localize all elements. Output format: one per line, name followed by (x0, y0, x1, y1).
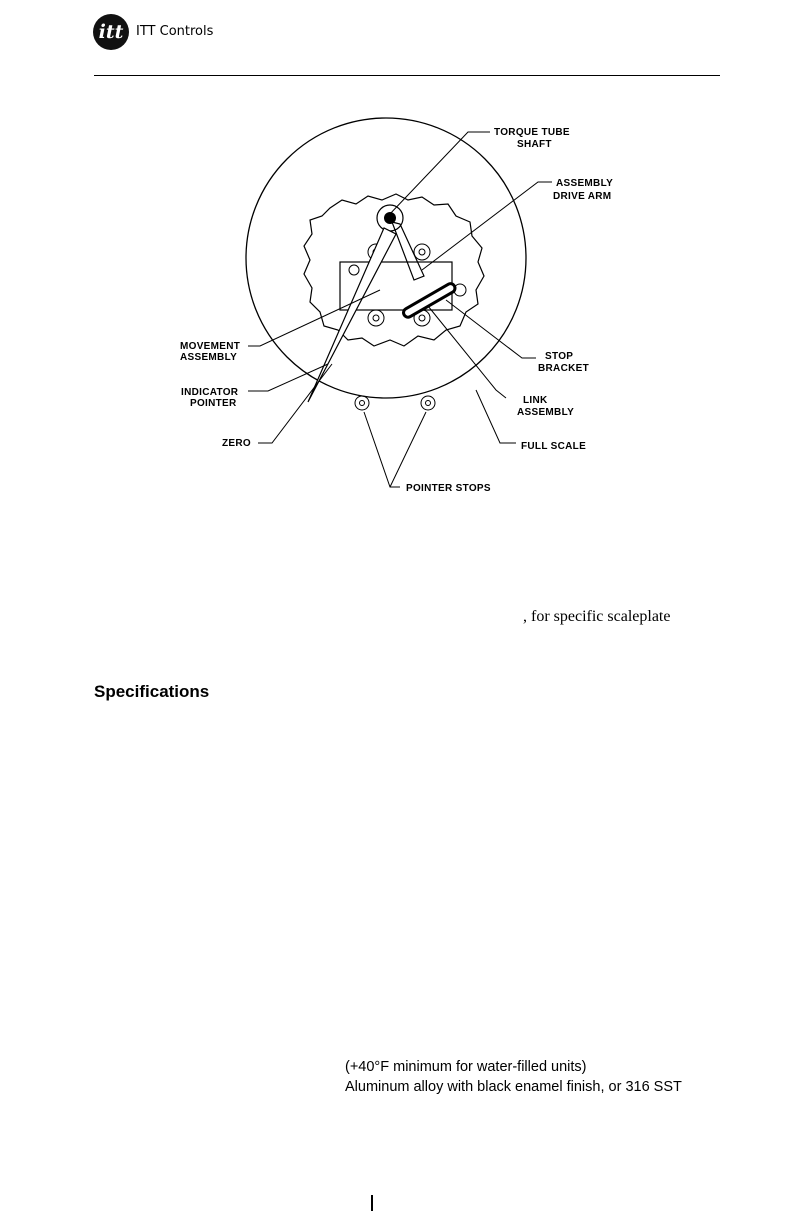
pointer-stop (421, 396, 435, 410)
leader-full-scale (476, 390, 516, 443)
label-link: LINK (523, 395, 548, 406)
specifications-heading: Specifications (94, 682, 210, 701)
label-indicator: INDICATOR (181, 387, 239, 398)
scaleplate-circle (246, 118, 526, 398)
leader-torque-tube (388, 132, 490, 216)
leader-pointer-stops (364, 412, 426, 487)
label-drive-arm: ASSEMBLY (556, 178, 614, 189)
header-rule (94, 75, 720, 76)
label-movement-2: ASSEMBLY (180, 352, 238, 363)
label-link-2: ASSEMBLY (517, 407, 575, 418)
block-screw (349, 265, 359, 275)
mount-screw (414, 244, 430, 260)
leader-stop (446, 300, 536, 358)
label-indicator-2: POINTER (190, 398, 237, 409)
spec-temperature-note: (+40°F minimum for water-filled units) (345, 1059, 587, 1075)
label-torque-tube: TORQUE TUBE (494, 127, 570, 138)
stop-bracket-slot (402, 282, 457, 319)
label-stop: STOP (545, 351, 574, 362)
label-zero: ZERO (222, 438, 251, 449)
mount-screw (368, 310, 384, 326)
brand-name: ITT Controls (136, 24, 214, 39)
page-number-separator (371, 1195, 373, 1211)
itt-logo (93, 14, 129, 50)
label-torque-tube-2: SHAFT (517, 139, 552, 150)
pointer-stop (355, 396, 369, 410)
logo-mark-text: itt (98, 21, 124, 43)
label-pointer-stops: POINTER STOPS (406, 483, 491, 494)
label-full-scale: FULL SCALE (521, 441, 587, 452)
label-movement: MOVEMENT (180, 341, 241, 352)
spec-material: Aluminum alloy with black enamel finish, or 316 SST (345, 1079, 682, 1095)
label-stop-2: BRACKET (538, 363, 589, 374)
leader-drive-arm (422, 182, 552, 270)
label-drive-arm-2: DRIVE ARM (553, 191, 612, 202)
leader-link (428, 306, 506, 398)
indicator-assembly-diagram (160, 100, 630, 510)
body-text-fragment: , for specific scaleplate (523, 608, 671, 625)
